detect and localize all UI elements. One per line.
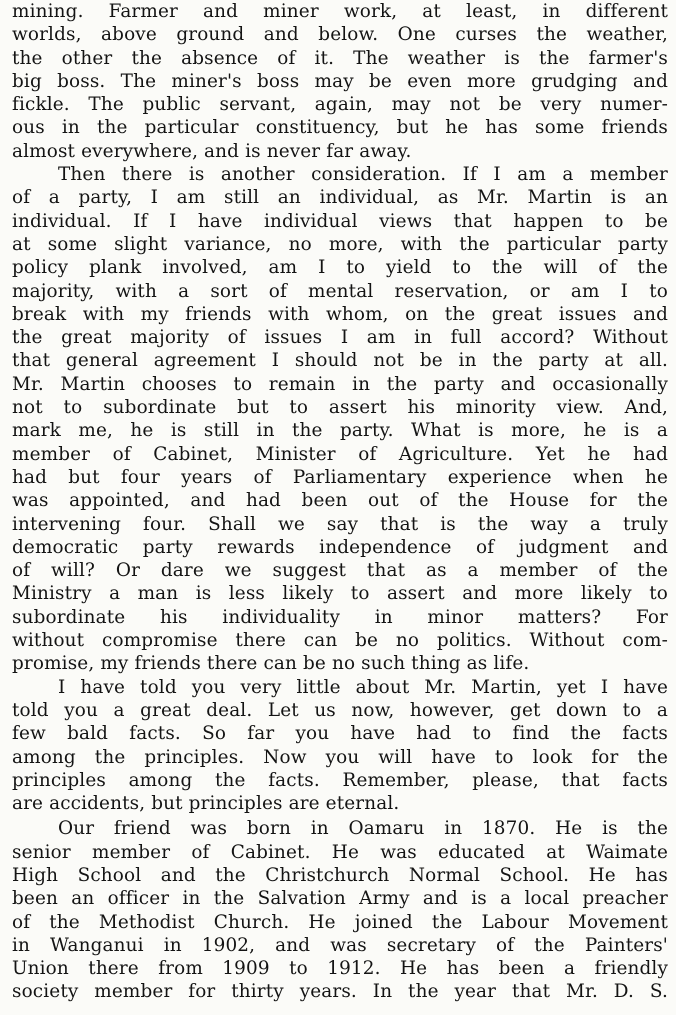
text-line: of will? Or dare we suggest that as a member of the <box>12 560 668 582</box>
text-line: I have told you very little about Mr. Martin, yet I have <box>58 676 668 698</box>
text-line: policy plank involved, am I to yield to the will of the <box>12 257 668 279</box>
paragraph-2 <box>12 163 668 676</box>
text-line: principles among the facts. Remember, please, that facts <box>12 769 668 791</box>
text-line: without compromise there can be no politics. Without com- <box>12 630 668 652</box>
text-line: not to subordinate but to assert his minority view. And, <box>12 397 668 419</box>
text-line: few bald facts. So far you have had to find the facts <box>12 723 668 745</box>
text-line: break with my friends with whom, on the great issues and <box>12 303 668 325</box>
text-line: society member for thirty years. In the year that Mr. D. S. <box>12 981 668 1003</box>
text-line: had but four years of Parliamentary experience when he <box>12 466 668 488</box>
text-line: fickle. The public servant, again, may not be very numer- <box>12 94 668 116</box>
text-line: majority, with a sort of mental reservation, or am I to <box>12 280 668 302</box>
text-line: in Wanganui in 1902, and was secretary of the Painters' <box>12 934 668 956</box>
text-line: subordinate his individuality in minor matters? For <box>12 606 668 628</box>
text-line: democratic party rewards independence of judgment and <box>12 536 668 558</box>
text-line: of the Methodist Church. He joined the Labour Movement <box>12 911 668 933</box>
text-line: told you a great deal. Let us now, however, get down to a <box>12 699 668 721</box>
text-line: been an officer in the Salvation Army and is a local preacher <box>12 888 668 910</box>
text-line: the great majority of issues I am in full accord? Without <box>12 327 668 349</box>
text-line: Our friend was born in Oamaru in 1870. He is the <box>58 818 668 840</box>
text-line: was appointed, and had been out of the House for the <box>12 490 668 512</box>
text-line: among the principles. Now you will have to look for the <box>12 746 668 768</box>
paragraph-1 <box>12 0 668 163</box>
text-line: member of Cabinet, Minister of Agriculture. Yet he had <box>12 443 668 465</box>
text-line: the other the absence of it. The weather is the farmer's <box>12 47 668 69</box>
text-line: mark me, he is still in the party. What is more, he is a <box>12 420 668 442</box>
text-line: intervening four. Shall we say that is the way a truly <box>12 513 668 535</box>
text-line: Union there from 1909 to 1912. He has been a friendly <box>12 958 668 980</box>
text-line: of a party, I am still an individual, as Mr. Martin is an <box>12 187 668 209</box>
paragraph-3 <box>12 676 668 816</box>
text-line: ous in the particular constituency, but he has some friends <box>12 117 668 139</box>
text-line: almost everywhere, and is never far away. <box>12 140 412 162</box>
text-line: at some slight variance, no more, with the particular party <box>12 233 668 255</box>
text-line: Then there is another consideration. If I am a member <box>58 164 668 186</box>
text-line: that general agreement I should not be in the party at all. <box>12 350 668 372</box>
text-line: are accidents, but principles are eternal. <box>12 793 400 815</box>
text-line: High School and the Christchurch Normal School. He has <box>12 864 668 886</box>
text-line: big boss. The miner's boss may be even more grudging and <box>12 70 668 92</box>
paragraph-4 <box>12 817 668 1003</box>
text-line: individual. If I have individual views that happen to be <box>12 210 668 232</box>
text-line: Mr. Martin chooses to remain in the party and occasionally <box>12 373 668 395</box>
text-line: mining. Farmer and miner work, at least, in different <box>12 1 668 22</box>
text-line: Ministry a man is less likely to assert and more likely to <box>12 583 668 605</box>
text-line: senior member of Cabinet. He was educated at Waimate <box>12 841 668 863</box>
text-line: promise, my friends there can be no such thing as life. <box>12 653 530 675</box>
text-line: worlds, above ground and below. One curses the weather, <box>12 24 668 46</box>
